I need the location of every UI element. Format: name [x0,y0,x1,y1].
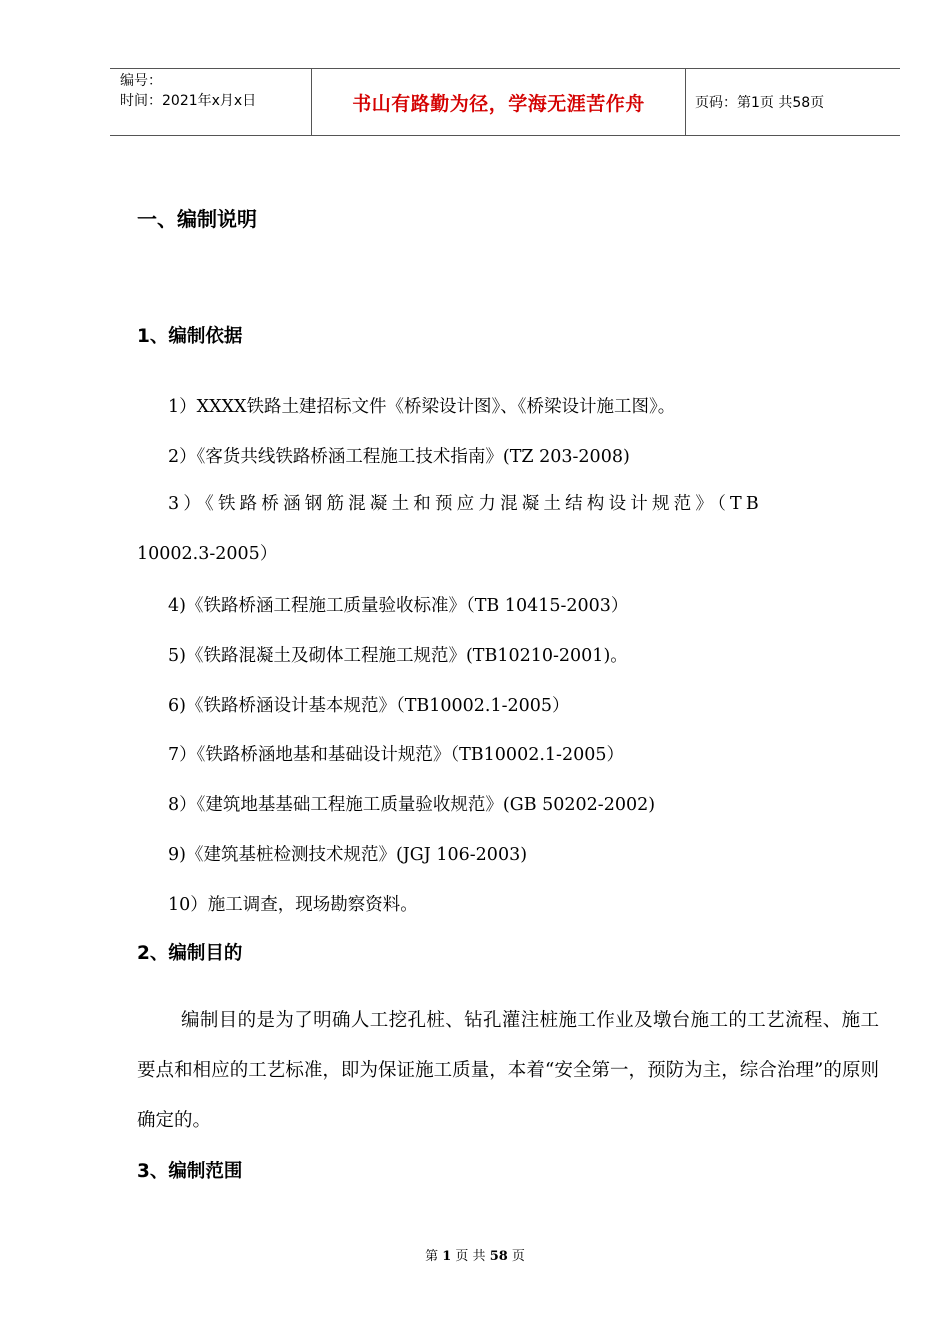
footer-prefix: 第 [425,1249,439,1264]
basis-title: 1、编制依据 [137,326,243,347]
header-page-info: 页码：第1页 共58页 [695,95,825,111]
page-footer [0,1245,950,1264]
basis-item-3-line-1: 3）《铁路桥涵钢筋混凝土和预应力混凝土结构设计规范》（TB [168,494,763,514]
basis-item-5: 5)《铁路混凝土及砌体工程施工规范》(TB10210-2001)。 [168,646,628,666]
basis-item-2: 2）《客货共线铁路桥涵工程施工技术指南》(TZ 203-2008) [168,447,630,467]
scope-title: 3、编制范围 [137,1161,243,1182]
header-code-label: 编号： [120,73,162,89]
header-time-label: 时间：2021年x月x日 [120,93,257,109]
basis-item-8: 8）《建筑地基基础工程施工质量验收规范》(GB 50202-2002) [168,795,656,815]
basis-item-4: 4)《铁路桥涵工程施工质量验收标准》（TB 10415-2003） [168,596,629,616]
basis-item-1: 1）XXXX铁路土建招标文件《桥梁设计图》、《桥梁设计施工图》。 [168,397,676,417]
basis-item-9: 9)《建筑基桩检测技术规范》(JGJ 106-2003) [168,845,528,865]
basis-item-10: 10）施工调查，现场勘察资料。 [168,895,418,915]
purpose-title: 2、编制目的 [137,943,243,964]
footer-middle: 页 共 [455,1249,486,1264]
basis-item-6: 6)《铁路桥涵设计基本规范》（TB10002.1-2005） [168,696,570,716]
basis-item-7: 7）《铁路桥涵地基和基础设计规范》（TB10002.1-2005） [168,745,624,765]
purpose-paragraph: 编制目的是为了明确人工挖孔桩、钻孔灌注桩施工作业及墩台施工的工艺流程、施工要点和相应的工艺标准，即为保证施工质量，本着“安全第一，预防为主，综合治理”的原则确定的。 [137,1010,879,1131]
footer-page-number: 1 [442,1249,452,1264]
footer-suffix: 页 [511,1249,525,1264]
page-header [110,68,900,136]
header-meta [110,69,312,135]
basis-item-3 [137,479,877,579]
footer-total-pages: 58 [489,1249,508,1264]
section-title: 一、编制说明 [137,207,257,231]
header-motto: 书山有路勤为径，学海无涯苦作舟 [312,69,686,135]
basis-item-3-line-2: 10002.3-2005） [137,544,278,564]
